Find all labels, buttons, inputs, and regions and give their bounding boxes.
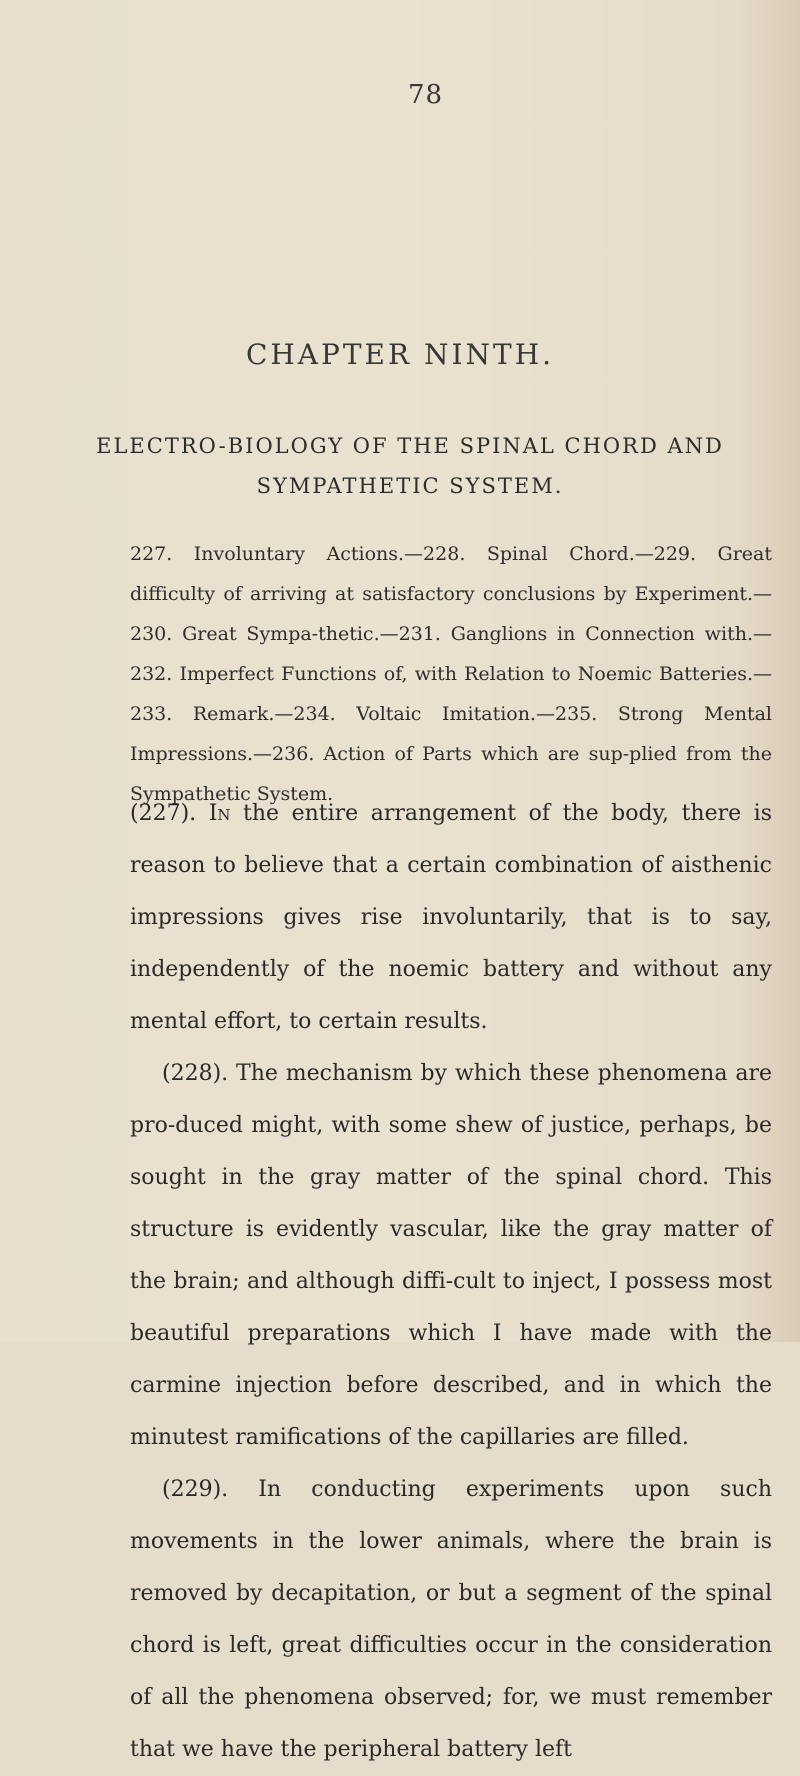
paragraph-227-text: the entire arrangement of the body, there is reason to believe that a certain combination of aisthenic impressions gives rise involuntarily, that is to say, independently of the noemic battery and without any mental effort, to certain results. [130,801,772,1034]
paragraph-227 [130,788,772,1048]
paragraph-228: (228). The mechanism by which these phenomena are pro-duced might, with some shew of justice, perhaps, be sought in the gray matter of the spinal chord. This structure is evidently vascular, like the gray matter of the brain; and although diffi-cult to inject, I possess most beautiful preparations which I have made with the carmine injection before described, and in which the minutest ramifications of the capillaries are filled. [130,1061,772,1450]
body-text [130,788,772,1776]
paragraph-227-number: (227). [130,801,209,826]
summary-text: 227. Involuntary Actions.—228. Spinal Chord.—229. Great difficulty of arriving at satisfactory conclusions by Experiment.—230. Great Sympa-thetic.—231. Ganglions in Connection with.—232. Imperfect Functions of, with Relation to Noemic Batteries.—233. Remark.—234. Voltaic Imitation.—235. Strong Mental Impressions.—236. Action of Parts which are sup-plied from the Sympathetic System. [130,543,772,805]
chapter-title: CHAPTER NINTH. [245,338,555,371]
chapter-summary [130,534,772,814]
chapter-subtitle: ELECTRO-BIOLOGY OF THE SPINAL CHORD AND SYMPATHETIC SYSTEM. [96,434,724,498]
paragraph-229: (229). In conducting experiments upon such movements in the lower animals, where the brain is removed by decapitation, or but a segment of the spinal chord is left, great difficulties occur in the consideration of all the phenomena observed; for, we must remember that we have the peripheral battery left [130,1477,772,1762]
page-number: 78 [408,80,444,110]
paragraph-227-initial: In [208,801,231,826]
